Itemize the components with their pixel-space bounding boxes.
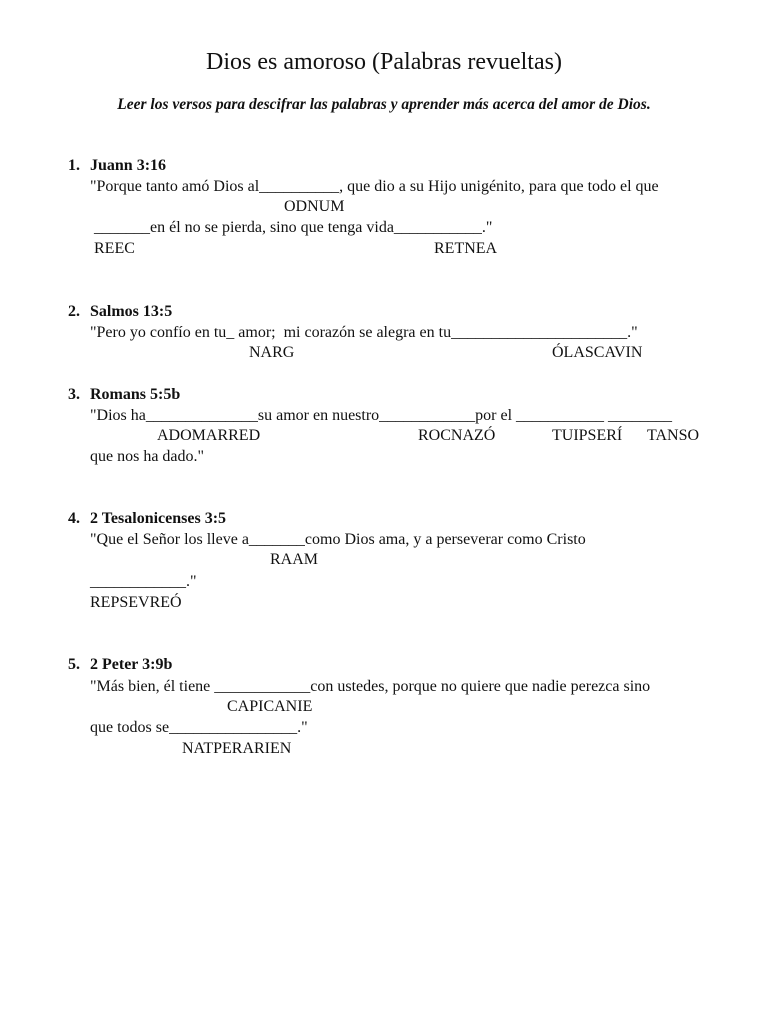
verse-reference: Salmos 13:5 [90, 303, 173, 320]
scrambled-word: ODNUM [284, 198, 345, 215]
page-title: Dios es amoroso (Palabras revueltas) [206, 49, 562, 75]
scrambled-word: RAAM [270, 551, 319, 568]
verse-text-line: "Dios ha______________su amor en nuestro____________por el ___________ ________ [90, 407, 673, 424]
scrambled-word: REPSEVREÓ [90, 594, 182, 611]
verse-text-line: "Porque tanto amó Dios al__________, que dio a su Hijo unigénito, para que todo el que [90, 178, 659, 195]
verse-text-line: que nos ha dado." [90, 448, 205, 465]
scrambled-word: NATPERARIEN [182, 740, 292, 757]
verse-reference: 2 Peter 3:9b [90, 656, 173, 673]
item-number: 3. [68, 386, 80, 403]
verse-text-line: "Más bien, él tiene ____________con ustedes, porque no quiere que nadie perezca sino [90, 678, 651, 695]
item-number: 4. [68, 510, 80, 527]
scrambled-word: RETNEA [434, 240, 498, 257]
verse-reference: Romans 5:5b [90, 386, 181, 403]
item-number: 2. [68, 303, 80, 320]
page-instructions: Leer los versos para descifrar las palabras y aprender más acerca del amor de Dios. [117, 96, 651, 113]
scrambled-word: ADOMARRED [157, 427, 261, 444]
scrambled-word: CAPICANIE [227, 698, 313, 715]
verse-reference: 2 Tesalonicenses 3:5 [90, 510, 227, 527]
scrambled-word: TANSO [647, 427, 700, 444]
verse-text-line: "Pero yo confío en tu_ amor; mi corazón se alegra en tu______________________." [90, 324, 638, 341]
scrambled-word: TUIPSERÍ [552, 427, 623, 444]
verse-text-line: ____________." [90, 573, 197, 590]
item-number: 5. [68, 656, 80, 673]
verse-text-line: _______en él no se pierda, sino que tenga vida___________." [94, 219, 493, 236]
scrambled-word: ROCNAZÓ [418, 427, 496, 444]
scrambled-word: REEC [94, 240, 135, 257]
verse-reference: Juann 3:16 [90, 157, 167, 174]
verse-text-line: que todos se________________." [90, 719, 308, 736]
scrambled-word: ÓLASCAVIN [552, 344, 643, 361]
verse-text-line: "Que el Señor los lleve a_______como Dios ama, y a perseverar como Cristo [90, 531, 586, 548]
item-number: 1. [68, 157, 80, 174]
scrambled-word: NARG [249, 344, 295, 361]
